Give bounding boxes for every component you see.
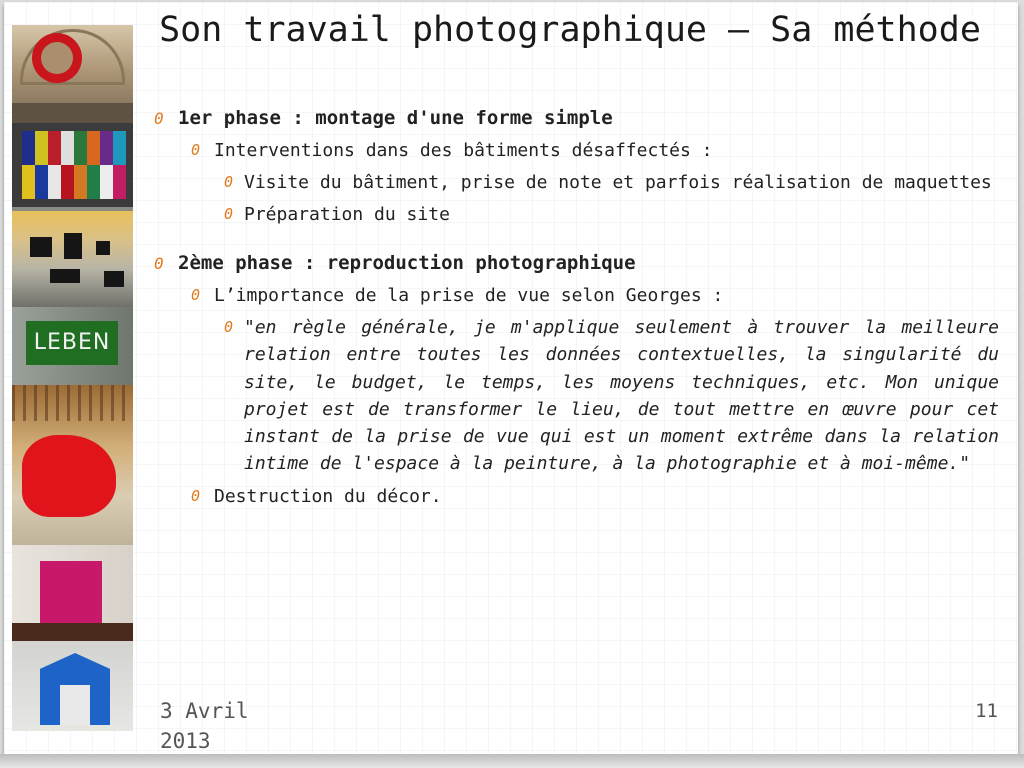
spacer <box>154 228 999 250</box>
photo-magenta-room <box>12 545 133 641</box>
photo-blue-house <box>12 641 133 731</box>
slide-title: Son travail photographique – Sa méthode <box>159 10 981 50</box>
photo-red-form-hall <box>12 385 133 545</box>
bullet-marker: 0 <box>191 486 201 505</box>
slide-bottom-edge <box>0 754 1024 768</box>
bullet-marker: 0 <box>154 254 164 273</box>
phase2-sub: L’importance de la prise de vue selon Georges : <box>214 285 724 306</box>
phase1-sub-item <box>154 137 999 164</box>
photo-strip <box>12 25 133 731</box>
phase1-item-prep <box>154 201 999 228</box>
phase2-heading: 2ème phase : reproduction photographique <box>178 252 636 274</box>
phase2-sub-item <box>154 282 999 309</box>
leben-sign-text: LEBEN <box>26 321 118 365</box>
phase2-quote-item <box>154 314 999 478</box>
georges-quote: "en règle générale, je m'applique seulement à trouver la meilleure relation entre toutes les données contextuelles, la singularité du site, le budget, le temps, les moyens techniques, etc. Mon unique projet est de transformer le lieu, de tout mettre en œuvre pour cet instant de la prise de vue qui est un moment extrême dans la relation intime de l'espace à la peinture, à la photographie et à moi-même." <box>244 317 999 475</box>
phase1-heading: 1er phase : montage d'une forme simple <box>178 107 613 129</box>
bullet-list <box>154 105 999 510</box>
photo-black-squares-room <box>12 211 133 307</box>
phase2-sub2-item <box>154 483 999 510</box>
phase2-heading-item <box>154 250 999 277</box>
photo-leben-sign <box>12 307 133 385</box>
footer-date: 3 Avril 2013 <box>160 699 249 753</box>
bullet-marker: 0 <box>191 286 201 304</box>
phase1-item-text: Préparation du site <box>244 204 450 225</box>
bullet-marker: 0 <box>154 109 164 128</box>
bullet-marker: 0 <box>224 173 234 191</box>
page-number: 11 <box>975 700 998 722</box>
bullet-marker: 0 <box>224 318 234 336</box>
phase2-sub2: Destruction du décor. <box>214 485 442 507</box>
phase1-item-visit <box>154 169 999 196</box>
bullet-marker: 0 <box>224 205 234 223</box>
phase1-sub: Interventions dans des bâtiments désaffectés : <box>214 140 713 161</box>
phase1-heading-item <box>154 105 999 132</box>
phase1-item-text: Visite du bâtiment, prise de note et parfois réalisation de maquettes <box>244 172 992 193</box>
photo-vaulted-hall-red-circle <box>12 25 133 123</box>
bullet-marker: 0 <box>191 141 201 159</box>
